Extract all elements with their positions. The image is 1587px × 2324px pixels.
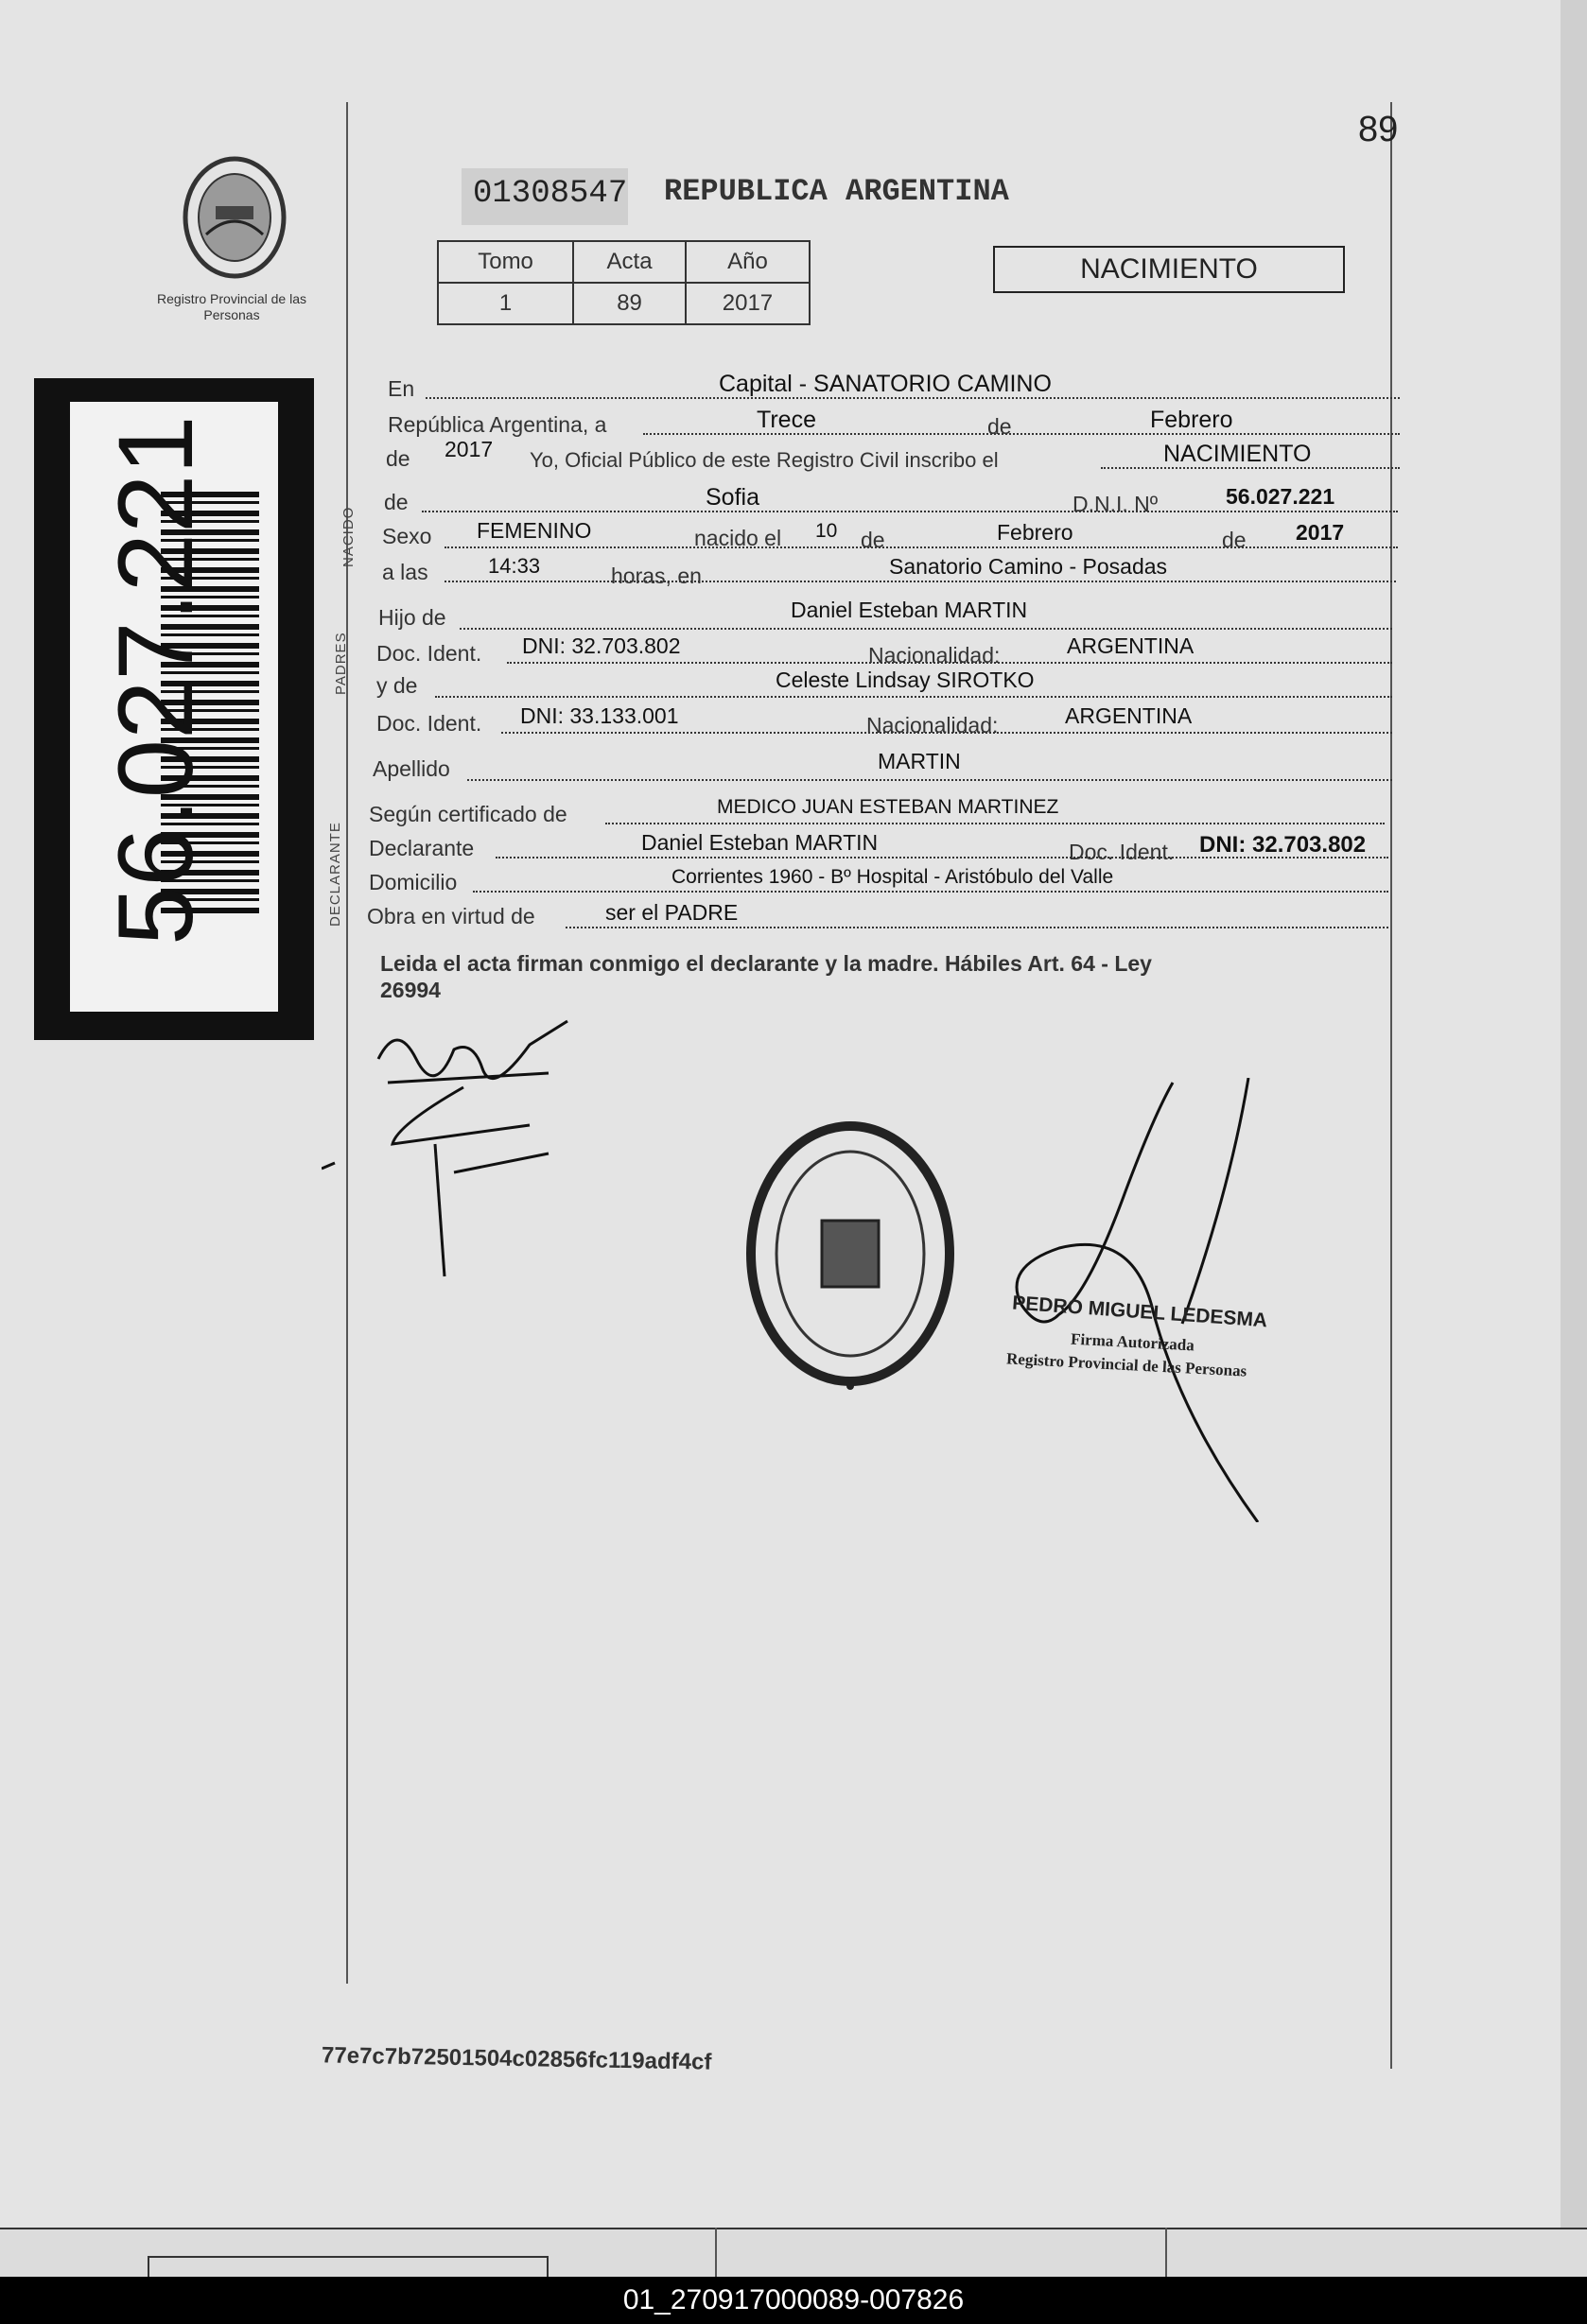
apellido-label: Apellido	[373, 756, 450, 781]
acta-header: Acta	[573, 241, 686, 283]
domicilio-label: Domicilio	[369, 870, 458, 894]
form-box	[148, 2256, 549, 2279]
dotted-line	[422, 511, 1398, 512]
form-rule	[715, 2228, 717, 2277]
dni-value: 56.027.221	[1226, 484, 1335, 509]
dotted-line	[467, 779, 1392, 781]
footer-id: 01_270917000089-007826	[0, 2277, 1587, 2324]
certificado-label: Según certificado de	[369, 802, 567, 826]
dotted-line	[435, 696, 1392, 698]
year-value: 2017	[445, 437, 494, 461]
nacionalidad-label: Nacionalidad:	[868, 643, 1001, 668]
en-label: En	[388, 376, 415, 401]
sexo-value: FEMENINO	[477, 518, 592, 543]
oficial-text: Yo, Oficial Público de este Registro Civil inscribo el	[530, 448, 999, 472]
dotted-line	[445, 581, 1396, 582]
mother-name: Celeste Lindsay SIROTKO	[776, 668, 1035, 692]
declarante-value: Daniel Esteban MARTIN	[641, 830, 879, 855]
dotted-line	[605, 823, 1385, 824]
serial-number: 01308547	[473, 176, 628, 212]
obra-label: Obra en virtud de	[367, 904, 535, 928]
republica-label: República Argentina, a	[388, 412, 607, 437]
obra-value: ser el PADRE	[605, 900, 739, 925]
side-label-declarante: DECLARANTE	[327, 822, 343, 927]
doc-label: Doc. Ident.	[376, 641, 482, 666]
day-words: Trece	[757, 407, 816, 433]
declarant-signature	[322, 1002, 586, 1286]
hijo-label: Hijo de	[378, 605, 446, 630]
doc2-label: Doc. Ident.	[376, 711, 482, 736]
country-heading: REPUBLICA ARGENTINA	[664, 174, 1009, 209]
page-number: 89	[1358, 110, 1399, 149]
birth-year: 2017	[1296, 520, 1345, 545]
inscribo-value: NACIMIENTO	[1163, 441, 1312, 467]
dotted-line	[445, 546, 1398, 548]
province-crest	[173, 151, 296, 284]
de3-label: de	[1222, 528, 1247, 552]
yde-label: y de	[376, 673, 418, 698]
acta-value: 89	[573, 283, 686, 324]
year-prefix: de	[386, 446, 410, 471]
official-role: Firma Autorizada	[1070, 1329, 1195, 1355]
dotted-line	[566, 927, 1388, 928]
tomo-value: 1	[438, 283, 573, 324]
name-value: Sofia	[706, 484, 759, 511]
birth-month: Febrero	[997, 520, 1073, 545]
dni-label: D.N.I. Nº	[1073, 492, 1159, 516]
record-table	[437, 240, 811, 325]
nacido-label: nacido el	[694, 526, 782, 550]
en-value: Capital - SANATORIO CAMINO	[719, 371, 1052, 397]
mother-doc: DNI: 33.133.001	[520, 703, 679, 728]
hash-code: 77e7c7b72501504c02856fc119adf4cf	[321, 2042, 712, 2075]
form-rule	[1165, 2228, 1167, 2277]
registry-caption: Registro Provincial de las Personas	[157, 291, 306, 322]
alas-label: a las	[382, 560, 428, 584]
month-words: Febrero	[1150, 407, 1233, 433]
dotted-line	[460, 628, 1392, 630]
domicilio-value: Corrientes 1960 - Bº Hospital - Aristóbulo del Valle	[671, 866, 1114, 888]
barcode-number: 56.027.221	[96, 415, 215, 945]
official-office: Registro Provincial de las Personas	[1005, 1349, 1247, 1380]
time-value: 14:33	[488, 554, 541, 578]
dotted-line	[473, 891, 1388, 893]
de2-label: de	[861, 528, 885, 552]
father-name: Daniel Esteban MARTIN	[791, 598, 1028, 622]
side-label-padres: PADRES	[333, 632, 349, 695]
closing-line-2: 26994	[380, 978, 441, 1002]
anio-header: Año	[686, 241, 810, 283]
apellido-value: MARTIN	[878, 749, 961, 773]
declarante-doc: DNI: 32.703.802	[1199, 832, 1367, 858]
declarante-label: Declarante	[369, 836, 475, 860]
anio-value: 2017	[686, 283, 810, 324]
father-doc: DNI: 32.703.802	[522, 633, 681, 658]
record-type-box: NACIMIENTO	[993, 246, 1345, 293]
sexo-label: Sexo	[382, 524, 432, 548]
doc3-label: Doc. Ident.	[1069, 840, 1175, 864]
birth-day: 10	[815, 520, 838, 542]
horas-label: horas, en	[611, 564, 702, 588]
side-label-nacido: NACIDO	[340, 506, 357, 567]
name-label: de	[384, 490, 409, 514]
father-nationality: ARGENTINA	[1067, 633, 1195, 658]
tomo-header: Tomo	[438, 241, 573, 283]
page-edge	[1561, 0, 1587, 2277]
nacionalidad2-label: Nacionalidad:	[866, 713, 999, 737]
de-label: de	[987, 414, 1012, 439]
mother-nationality: ARGENTINA	[1065, 703, 1193, 728]
official-seal	[741, 1112, 959, 1396]
place-value: Sanatorio Camino - Posadas	[889, 554, 1168, 579]
official-name: PEDRO MIGUEL LEDESMA	[1011, 1292, 1268, 1332]
closing-line-1: Leida el acta firman conmigo el declarante y la madre. Hábiles Art. 64 - Ley	[380, 951, 1152, 976]
certificado-value: MEDICO JUAN ESTEBAN MARTINEZ	[717, 796, 1059, 818]
